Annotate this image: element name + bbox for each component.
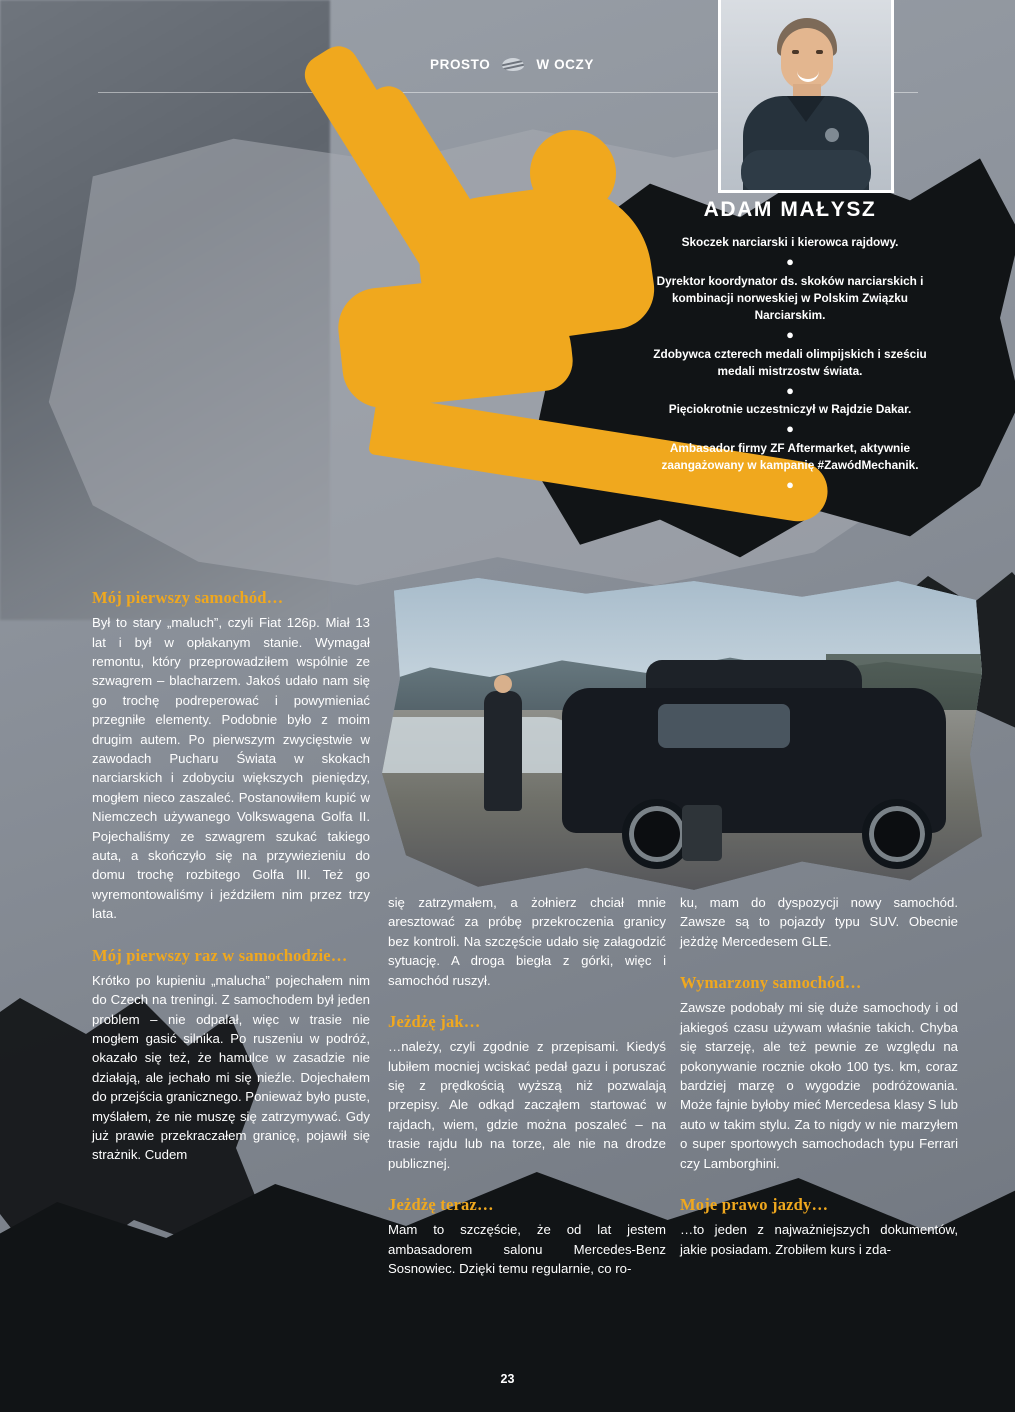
bio-line-5: Ambasador firmy ZF Aftermarket, aktywnie zaangażowany w kampanię #ZawódMechanik. (661, 441, 919, 473)
kicker-right-label: W OCZY (536, 57, 594, 72)
bio-line-2: Dyrektor koordynator ds. skoków narciarskich i kombinacji norweskiej w Polskim Związku Narciarskim. (656, 273, 924, 322)
jumper-head (530, 130, 616, 216)
section-heading-licence: Moje prawo jazdy… (680, 1195, 829, 1214)
bio-line-3: Zdobywca czterech medali olimpijskich i sześciu medali mistrzostw świata. (653, 346, 927, 378)
bio-bullet-2: ● (786, 326, 794, 342)
paragraph-first-car: Był to stary „maluch”, czyli Fiat 126p. Miał 13 lat i był w opłakanym stanie. Wymagał remontu, który przeprowadziłem wspólnie ze szwagrem – blacharzem. Jakoś udało nam się go trochę podreperować i powymieniać przegniłe elementy. Podobnie było z moim drugim autem. Po pierwszym zwycięstwie w zawodach Pucharu Świata w skokach narciarskich i zdobyciu większych pieniędzy, mogłem nieco zaszaleć. Postanowiłem kupić w Niemczech używanego Volkswagena Golfa II. Pojechaliśmy ze szwagrem szukać takiego auta, a skończyło się na przywiezieniu do domu trochę rozbitego Golfa III. Też go wyremontowaliśmy i jeździłem nim przez trzy lata. (92, 615, 370, 922)
column-spacer (92, 924, 370, 946)
column-spacer (388, 1173, 666, 1195)
column-spacer (388, 990, 666, 1012)
column-spacer (680, 1173, 958, 1195)
article-photo (382, 578, 982, 893)
paragraph-licence: …to jeden z najważniejszych dokumentów, jakie posiadam. Zrobiłem kurs i zda- (680, 1222, 958, 1257)
bio-bullet-1: ● (786, 254, 794, 270)
paragraph-current-car: ku, mam do dyspozycji nowy samochód. Zawsze są to pojazdy typu SUV. Obecnie jeżdżę Mercedesem GLE. (680, 895, 958, 949)
article-column-3 (680, 893, 958, 1259)
section-heading-first-time: Mój pierwszy raz w samochodzie… (92, 945, 348, 965)
portrait-eye-left (792, 50, 799, 54)
paragraph-drive-like: …należy, czyli zgodnie z przepisami. Kiedyś lubiłem mocniej wciskać pedał gazu i poruszać się z prędkością wyższą niż pozwalają przepisy. Ale odkąd zacząłem startować w rajdach, wiem, gdzie można poszaleć – na trasie rajdu lub na torze, ale nie na drodze publicznej. (388, 1039, 666, 1171)
bio-bullet-3: ● (786, 382, 794, 398)
section-heading-drive-now: Jeżdżę teraz… (388, 1195, 494, 1214)
avatar (718, 0, 894, 193)
portrait-eye-right (816, 50, 823, 54)
photo-person (484, 691, 522, 811)
section-heading-dream-car: Wymarzony samochód… (680, 973, 862, 993)
paragraph-first-time: Krótko po kupieniu „malucha” pojechałem nim do Czech na treningi. Z samochodem był jeden problem – nie odpalał, więc w trasie nie mogłem gasić silnika. Po ruszeniu w podróż, okazało się też, że hamulce w zasadzie nie działają, ale jechało mi się nieźle. Dojechałem do przejścia granicznego. Ponieważ było puste, myślałem, że nie muszę się zatrzymywać. Gdy już prawie przekraczałem granicę, pojawił się strażnik. Cudem (92, 972, 370, 1163)
paragraph-border-story: się zatrzymałem, a żołnierz chciał mnie aresztować za próbę przekroczenia granicy bez kontroli. Na szczęście udało się załagodzić sytuację. A droga biegła z górki, więc i samochód ruszył. (388, 895, 666, 988)
portrait-shirt-logo-icon (825, 128, 839, 142)
section-heading-first-car: Mój pierwszy samochód… (92, 588, 284, 607)
page-number: 23 (500, 1372, 515, 1386)
bio-line-4: Pięciokrotnie uczestniczył w Rajdzie Dakar. (668, 402, 912, 417)
article-column-1 (92, 588, 370, 1165)
section-heading-drive-like: Jeżdżę jak… (388, 1012, 481, 1032)
page-title: ADAM MAŁYSZ (703, 198, 877, 221)
photo-suitcase (682, 805, 722, 861)
bio-bullet-4: ● (786, 421, 794, 437)
column-spacer (680, 951, 958, 973)
photo-car-window (658, 704, 790, 748)
section-kicker (430, 57, 594, 72)
profile-bio (640, 198, 940, 496)
paragraph-drive-now: Mam to szczęście, że od lat jestem ambasadorem salonu Mercedes-Benz Sosnowiec. Dzięki temu regularnie, co ro- (388, 1222, 666, 1276)
portrait-arms (741, 150, 871, 193)
bio-line-1: Skoczek narciarski i kierowca rajdowy. (681, 235, 899, 249)
paragraph-dream-car: Zawsze podobały mi się duże samochody i od jakiegoś czasu używam właśnie takich. Chyba się starzeję, ale też pewnie ze względu na pokonywanie rocznie około 100 tys. km, coraz bardziej marzę o wygodzie podróżowania. Może fajnie byłoby mieć Mercedesa klasy S lub auto w takim stylu. Za to nigdy w nie marzyłem o super sportowych samochodach typu Ferrari czy Lamborghini. (680, 1000, 958, 1171)
bio-bullet-5: ● (786, 477, 794, 493)
photo-car-wheel-rear (862, 799, 932, 869)
kicker-left-label: PROSTO (430, 57, 491, 72)
article-column-2 (388, 893, 666, 1278)
ski-jumper-illustration (170, 130, 690, 580)
zf-logo-icon (502, 58, 524, 71)
